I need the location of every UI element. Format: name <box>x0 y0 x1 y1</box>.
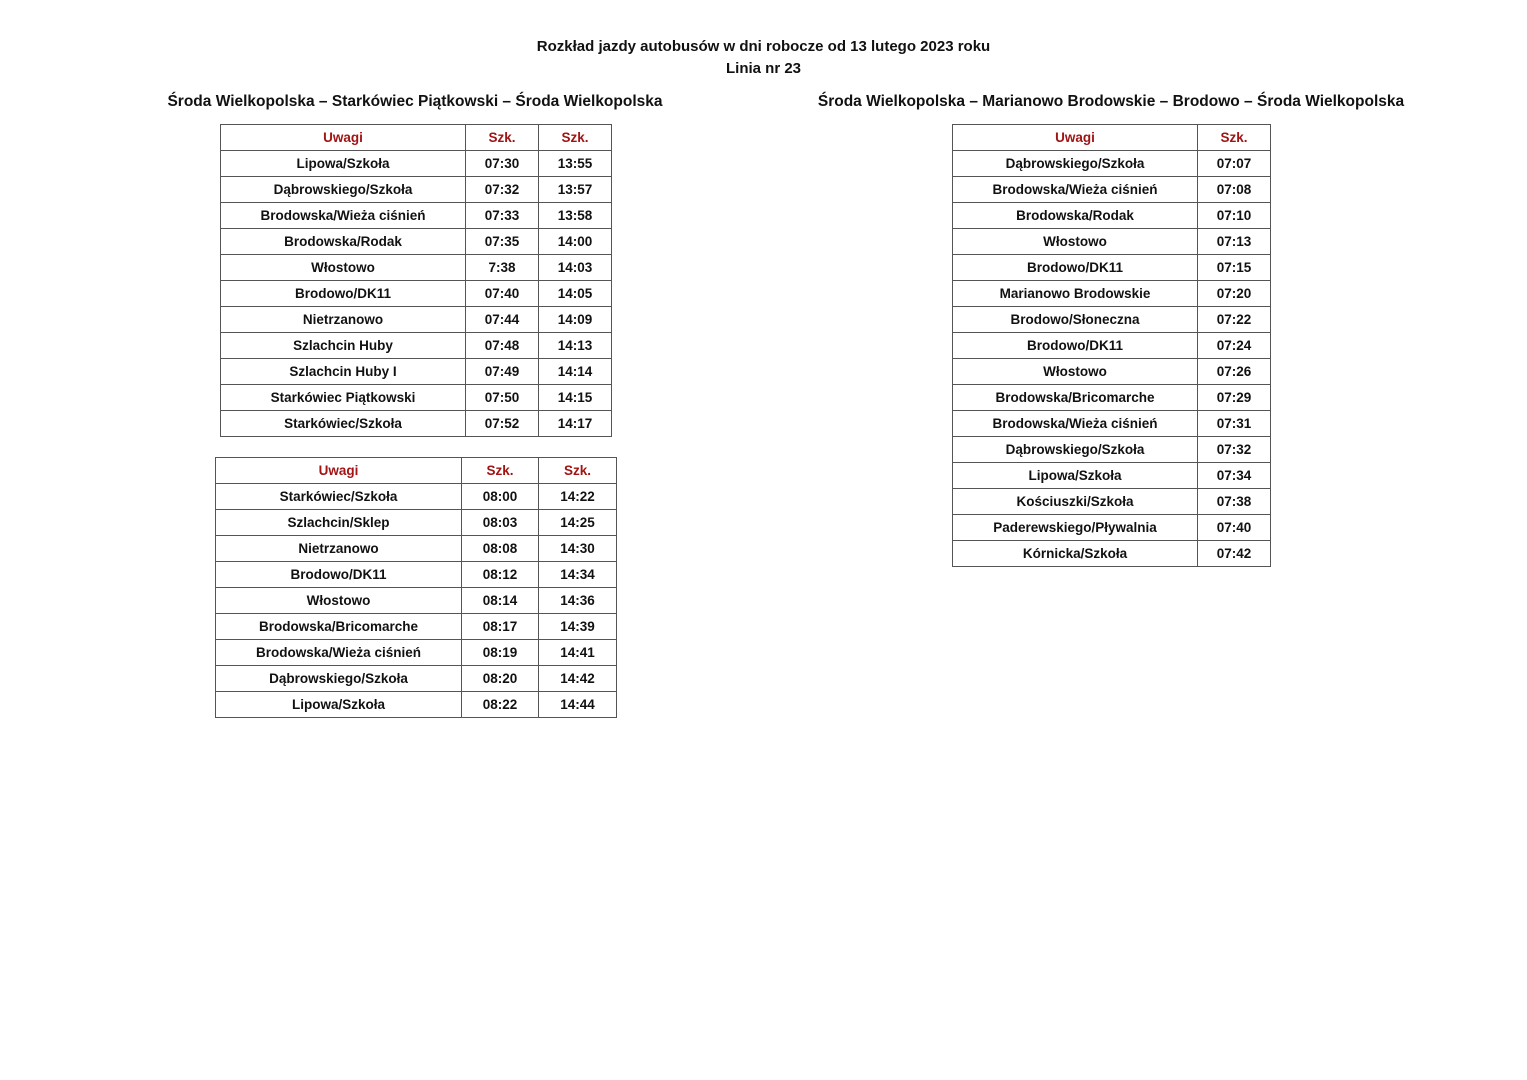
table-row <box>221 333 612 359</box>
stop-name: Włostowo <box>221 255 466 281</box>
departure-time: 07:10 <box>1198 203 1271 229</box>
departure-time: 13:58 <box>539 203 612 229</box>
column-header-szk: Szk. <box>462 458 539 484</box>
departure-time: 07:15 <box>1198 255 1271 281</box>
table-row <box>216 510 617 536</box>
stop-name: Szlachcin Huby I <box>221 359 466 385</box>
stop-name: Nietrzanowo <box>221 307 466 333</box>
departure-time: 07:38 <box>1198 489 1271 515</box>
stop-name: Włostowo <box>953 229 1198 255</box>
table-header-row <box>216 458 617 484</box>
stop-name: Szlachcin Huby <box>221 333 466 359</box>
departure-time: 08:19 <box>462 640 539 666</box>
table-header-row <box>953 125 1271 151</box>
stop-name: Dąbrowskiego/Szkoła <box>953 151 1198 177</box>
stop-name: Lipowa/Szkoła <box>221 151 466 177</box>
departure-time: 07:08 <box>1198 177 1271 203</box>
stop-name: Brodowo/DK11 <box>953 255 1198 281</box>
table-row <box>216 692 617 718</box>
table-row <box>221 255 612 281</box>
departure-time: 14:00 <box>539 229 612 255</box>
table-row <box>953 281 1271 307</box>
stop-name: Brodowska/Wieża ciśnień <box>216 640 462 666</box>
departure-time: 08:08 <box>462 536 539 562</box>
table-row <box>953 177 1271 203</box>
stop-name: Dąbrowskiego/Szkoła <box>221 177 466 203</box>
departure-time: 08:17 <box>462 614 539 640</box>
stop-name: Włostowo <box>953 359 1198 385</box>
departure-time: 07:30 <box>466 151 539 177</box>
stop-name: Szlachcin/Sklep <box>216 510 462 536</box>
departure-time: 13:57 <box>539 177 612 203</box>
departure-time: 08:22 <box>462 692 539 718</box>
table-row <box>953 411 1271 437</box>
table-row <box>953 385 1271 411</box>
table-row <box>221 151 612 177</box>
stop-name: Nietrzanowo <box>216 536 462 562</box>
departure-time: 08:14 <box>462 588 539 614</box>
column-header-uwagi: Uwagi <box>953 125 1198 151</box>
table-row <box>216 484 617 510</box>
table-row <box>221 385 612 411</box>
departure-time: 14:34 <box>539 562 617 588</box>
departure-time: 07:13 <box>1198 229 1271 255</box>
departure-time: 08:12 <box>462 562 539 588</box>
departure-time: 07:32 <box>1198 437 1271 463</box>
column-header-szk: Szk. <box>539 125 612 151</box>
table-row <box>953 203 1271 229</box>
table-row <box>953 515 1271 541</box>
departure-time: 07:26 <box>1198 359 1271 385</box>
departure-time: 07:07 <box>1198 151 1271 177</box>
table-row <box>221 229 612 255</box>
stop-name: Starkówiec Piątkowski <box>221 385 466 411</box>
stop-name: Brodowska/Wieża ciśnień <box>953 411 1198 437</box>
timetable-right <box>952 124 1271 567</box>
departure-time: 07:42 <box>1198 541 1271 567</box>
stop-name: Dąbrowskiego/Szkoła <box>216 666 462 692</box>
departure-time: 14:36 <box>539 588 617 614</box>
table-row <box>953 437 1271 463</box>
table-row <box>221 359 612 385</box>
departure-time: 07:40 <box>466 281 539 307</box>
departure-time: 14:03 <box>539 255 612 281</box>
stop-name: Brodowo/Słoneczna <box>953 307 1198 333</box>
table-header-row <box>221 125 612 151</box>
stop-name: Brodowska/Rodak <box>221 229 466 255</box>
departure-time: 07:22 <box>1198 307 1271 333</box>
table-row <box>216 588 617 614</box>
stop-name: Brodowska/Wieża ciśnień <box>221 203 466 229</box>
stop-name: Brodowska/Rodak <box>953 203 1198 229</box>
departure-time: 07:31 <box>1198 411 1271 437</box>
stop-name: Lipowa/Szkoła <box>953 463 1198 489</box>
departure-time: 14:44 <box>539 692 617 718</box>
departure-time: 07:52 <box>466 411 539 437</box>
departure-time: 07:29 <box>1198 385 1271 411</box>
column-header-uwagi: Uwagi <box>221 125 466 151</box>
table-row <box>221 281 612 307</box>
table-row <box>216 614 617 640</box>
stop-name: Starkówiec/Szkoła <box>221 411 466 437</box>
table-row <box>953 541 1271 567</box>
departure-time: 14:17 <box>539 411 612 437</box>
column-header-uwagi: Uwagi <box>216 458 462 484</box>
stop-name: Brodowska/Bricomarche <box>216 614 462 640</box>
stop-name: Brodowska/Wieża ciśnień <box>953 177 1198 203</box>
table-row <box>221 307 612 333</box>
table-row <box>953 307 1271 333</box>
stop-name: Brodowo/DK11 <box>216 562 462 588</box>
departure-time: 14:05 <box>539 281 612 307</box>
departure-time: 13:55 <box>539 151 612 177</box>
departure-time: 14:39 <box>539 614 617 640</box>
departure-time: 07:20 <box>1198 281 1271 307</box>
departure-time: 07:49 <box>466 359 539 385</box>
page-title: Rozkład jazdy autobusów w dni robocze od 13 lutego 2023 roku <box>536 38 991 55</box>
stop-name: Brodowska/Bricomarche <box>953 385 1198 411</box>
timetable-left-return <box>215 457 617 718</box>
departure-time: 07:40 <box>1198 515 1271 541</box>
stop-name: Lipowa/Szkoła <box>216 692 462 718</box>
table-row <box>953 333 1271 359</box>
departure-time: 07:48 <box>466 333 539 359</box>
column-header-szk: Szk. <box>1198 125 1271 151</box>
table-row <box>221 411 612 437</box>
table-row <box>221 177 612 203</box>
stop-name: Paderewskiego/Pływalnia <box>953 515 1198 541</box>
table-row <box>216 640 617 666</box>
departure-time: 14:42 <box>539 666 617 692</box>
stop-name: Brodowo/DK11 <box>221 281 466 307</box>
route-title-right: Środa Wielkopolska – Marianowo Brodowskie – Brodowo – Środa Wielkopolska <box>817 93 1405 110</box>
departure-time: 14:41 <box>539 640 617 666</box>
stop-name: Kościuszki/Szkoła <box>953 489 1198 515</box>
column-header-szk: Szk. <box>466 125 539 151</box>
table-row <box>953 489 1271 515</box>
departure-time: 14:15 <box>539 385 612 411</box>
timetable-left-outbound <box>220 124 612 437</box>
departure-time: 14:25 <box>539 510 617 536</box>
table-row <box>216 666 617 692</box>
departure-time: 14:13 <box>539 333 612 359</box>
departure-time: 07:32 <box>466 177 539 203</box>
departure-time: 14:09 <box>539 307 612 333</box>
stop-name: Starkówiec/Szkoła <box>216 484 462 510</box>
departure-time: 07:34 <box>1198 463 1271 489</box>
stop-name: Włostowo <box>216 588 462 614</box>
table-row <box>953 151 1271 177</box>
table-row <box>216 536 617 562</box>
departure-time: 07:50 <box>466 385 539 411</box>
table-row <box>221 203 612 229</box>
stop-name: Brodowo/DK11 <box>953 333 1198 359</box>
stop-name: Dąbrowskiego/Szkoła <box>953 437 1198 463</box>
departure-time: 14:14 <box>539 359 612 385</box>
table-row <box>216 562 617 588</box>
departure-time: 07:33 <box>466 203 539 229</box>
table-row <box>953 463 1271 489</box>
departure-time: 08:03 <box>462 510 539 536</box>
column-header-szk: Szk. <box>539 458 617 484</box>
departure-time: 07:44 <box>466 307 539 333</box>
table-row <box>953 255 1271 281</box>
departure-time: 14:22 <box>539 484 617 510</box>
departure-time: 08:00 <box>462 484 539 510</box>
stop-name: Marianowo Brodowskie <box>953 281 1198 307</box>
departure-time: 7:38 <box>466 255 539 281</box>
line-number: Linia nr 23 <box>725 60 802 77</box>
departure-time: 08:20 <box>462 666 539 692</box>
stop-name: Kórnicka/Szkoła <box>953 541 1198 567</box>
table-row <box>953 359 1271 385</box>
departure-time: 07:24 <box>1198 333 1271 359</box>
departure-time: 07:35 <box>466 229 539 255</box>
table-row <box>953 229 1271 255</box>
route-title-left: Środa Wielkopolska – Starkówiec Piątkowski – Środa Wielkopolska <box>167 93 663 110</box>
departure-time: 14:30 <box>539 536 617 562</box>
